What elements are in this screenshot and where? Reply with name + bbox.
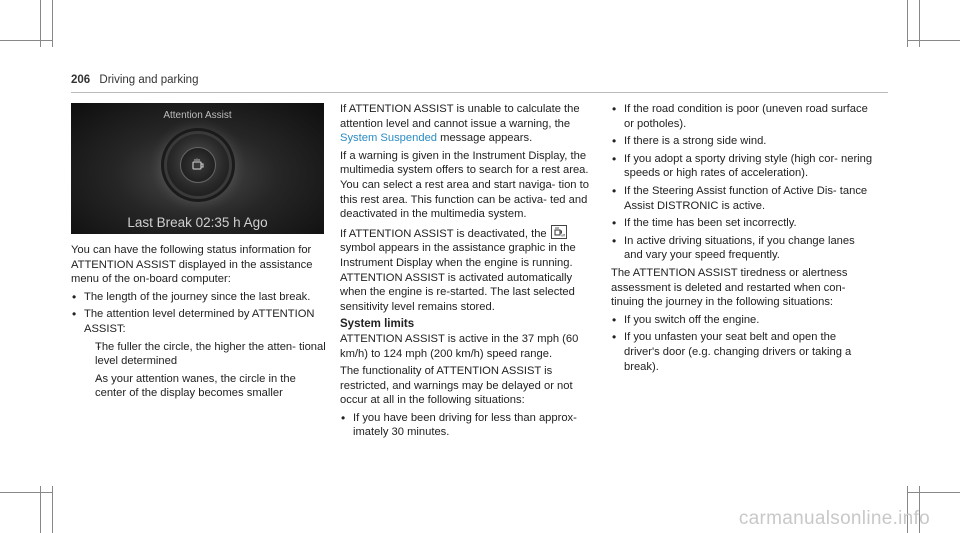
header-divider (71, 92, 888, 93)
column-1 (71, 243, 327, 404)
page-number: 206 (71, 74, 91, 86)
sub-list-item: - The fuller the circle, the higher the atten- tional level determined (84, 340, 327, 369)
crop-mark-tl-v2 (52, 0, 53, 47)
crop-mark-bl-h (0, 492, 52, 493)
col3-p1: The ATTENTION ASSIST tiredness or alertness assessment is deleted and restarted when con- tinuing the journey in the following situations: (611, 266, 848, 309)
attention-level-ring (167, 134, 229, 196)
col1-intro: You can have the following status information for ATTENTION ASSIST displayed in the assistance menu of the on-board computer: (71, 244, 313, 286)
sub-list-item: - As your attention wanes, the circle in the center of the display becomes smaller (84, 372, 327, 401)
crop-mark-tr-h (907, 40, 960, 41)
list-item (71, 307, 327, 401)
list-item-text: The attention level determined by ATTENTION ASSIST: (84, 308, 315, 335)
crop-mark-bl-v2 (52, 486, 53, 533)
svg-text:off: off (560, 232, 565, 237)
col2-p1-text: If ATTENTION ASSIST is unable to calculate the attention level and cannot issue a warning, the (340, 103, 580, 130)
col2-p1 (340, 102, 596, 146)
list-item: • If you unfasten your seat belt and open the driver's door (e.g. changing drivers or taking a break). (611, 330, 873, 374)
list-item: • In active driving situations, if you change lanes and vary your speed frequently. (611, 234, 873, 263)
watermark: carmanualsonline.info (738, 508, 930, 529)
attention-assist-display (71, 103, 324, 234)
list-item: • If you switch off the engine. (611, 313, 873, 328)
system-limits-heading: System limits (340, 318, 415, 331)
col2-p2: If a warning is given in the Instrument Display, the multimedia system offers to search for a rest area. You can select a rest area and start naviga- tion to this rest area. This function can be activa- ted and deactivated in the multimedia system. (340, 149, 589, 221)
display-title: Attention Assist (163, 110, 232, 121)
crop-mark-tl-h (0, 40, 52, 41)
col2-p3-text: If ATTENTION ASSIST is deactivated, the (340, 227, 547, 240)
list-item: • If you have been driving for less than approx- imately 30 minutes. (340, 411, 596, 440)
page-header (71, 74, 198, 86)
coffee-cup-icon (180, 147, 216, 183)
col2-p5: The functionality of ATTENTION ASSIST is restricted, and warnings may be delayed or not occur at all in the following situations: (340, 365, 573, 407)
list-item: • If the Steering Assist function of Active Dis- tance Assist DISTRONIC is active. (611, 184, 873, 213)
col2-p1-text-end: message appears. (440, 132, 533, 145)
last-break-text: Last Break 02:35 h Ago (127, 215, 268, 230)
col2-p3-text-end: symbol appears in the assistance graphic in the Instrument Display when the engine is running. ATTENTION ASSIST is activated automatically when the engine is re-started. The last selected sensitivity level remains stored. (340, 242, 576, 313)
column-2 (340, 102, 596, 443)
list-item: • If the time has been set incorrectly. (611, 216, 873, 231)
col2-p3 (340, 225, 596, 315)
list-item: • If there is a strong side wind. (611, 134, 873, 149)
list-item: • If you adopt a sporty driving style (high cor- nering speeds or high rates of acceleration). (611, 152, 873, 181)
coffee-cup-off-icon (551, 225, 567, 239)
col2-p4: ATTENTION ASSIST is active in the 37 mph (60 km/h) to 124 mph (200 km/h) speed range. (340, 332, 579, 360)
list-item: • The length of the journey since the last break. (71, 290, 327, 305)
crop-mark-br-h (907, 492, 960, 493)
column-3 (611, 102, 873, 377)
system-suspended-message: System Suspended (340, 132, 438, 145)
section-title: Driving and parking (99, 74, 199, 86)
list-item: • If the road condition is poor (uneven road surface or potholes). (611, 102, 873, 131)
crop-mark-bl-v (40, 486, 41, 533)
